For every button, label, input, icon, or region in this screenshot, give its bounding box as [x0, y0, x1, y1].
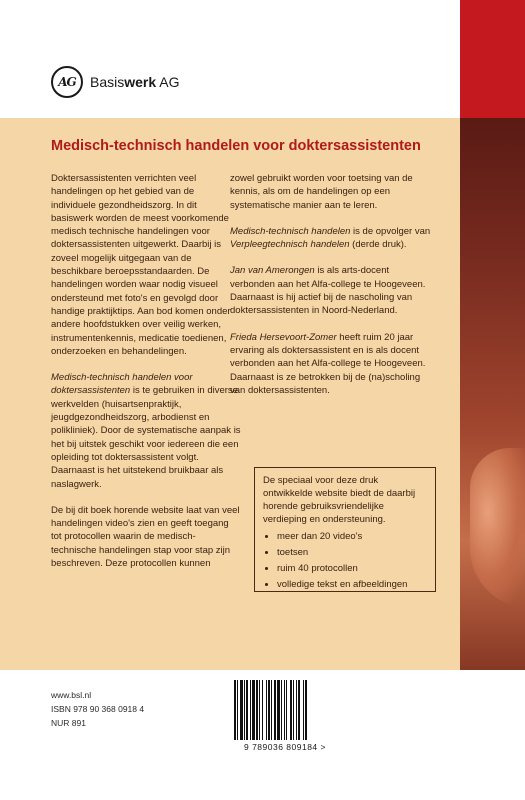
red-accent-band: [460, 0, 525, 118]
list-item: • toetsen: [277, 546, 427, 559]
paragraph: Jan van Amerongen is als arts-docent verbonden aan het Alfa-college te Hoogeveen. Daarnaast is hij actief bij de nascholing van doktersassistenten in Noord-Nederland.: [230, 265, 426, 317]
paragraph: De bij dit boek horende website laat van veel handelingen video's zien en geeft toegang tot protocollen waarin de medisch-technische handelingen stap voor stap zijn beschreven. Deze protocollen kunnen: [51, 504, 240, 570]
header-band: [0, 0, 460, 118]
isbn: ISBN 978 90 368 0918 4: [51, 704, 145, 714]
paragraph: Medisch-technisch handelen is de opvolger van Verpleegtechnisch handelen (derde druk).: [230, 225, 431, 251]
footer-right: [460, 670, 525, 800]
paragraph: zowel gebruikt worden voor toetsing van de kennis, als om de handelingen op een systematische manier aan te leren.: [230, 173, 413, 211]
barcode-icon: [232, 680, 336, 742]
paragraph: Frieda Hersevoort-Zomer heeft ruim 20 jaar ervaring als doktersassistent en is als docent verbonden aan het Alfa-college te Hoogeveen. Daarnaast is ze betrokken bij de (na)scholing van doktersassistenten.: [230, 331, 426, 396]
feature-list: [263, 530, 427, 591]
list-item: • ruim 40 protocollen: [277, 562, 427, 575]
publisher-name: Basiswerk AG: [90, 74, 180, 90]
right-column: [230, 172, 435, 410]
list-item: • meer dan 20 video's: [277, 530, 427, 543]
website-link[interactable]: www.bsl.nl: [51, 690, 92, 700]
paragraph: Doktersassistenten verrichten veel handelingen op het gebied van de individuele gezondheidszorg. In dit basiswerk worden de meest voorkomende medisch technische handelingen voor doktersassistenten uitgewerkt. Daarbij is zoveel mogelijk uitgegaan van de beschikbare beroepsstandaarden. De handelingen worden waar nodig visueel ondersteund met foto's en gevolgd door handige praktijktips. Aan bod komen onder andere hoofdstukken over veilig werken, instrumentenkennis, medicatie toedienen, onderzoeken en behandelingen.: [51, 173, 231, 357]
barcode-number: 9 789036 809184 >: [243, 742, 326, 752]
box-intro: De speciaal voor deze druk ontwikkelde website biedt de daarbij horende gebruiksvriendelijke verdieping en ondersteuning.: [263, 475, 416, 525]
publisher-logo-icon: AG: [51, 66, 83, 98]
nur-code: NUR 891: [51, 718, 86, 728]
left-column: [51, 172, 241, 583]
paragraph: Medisch-technisch handelen voor doktersassistenten is te gebruiken in diverse werkvelden (huisartsenpraktijk, jeugdgezondheidszorg, arbodienst en polikliniek). Door de systematische aanpak is het bij uitstek geschikt voor iedereen die een opleiding tot doktersassistent volgt. Daarnaast is het uitstekend bruikbaar als naslagwerk.: [51, 372, 241, 490]
website-info-box: [254, 467, 436, 592]
publication-info: [51, 688, 144, 730]
book-title: Medisch-technisch handelen voor doktersassistenten: [51, 138, 421, 154]
list-item: • volledige tekst en afbeeldingen: [277, 578, 427, 591]
